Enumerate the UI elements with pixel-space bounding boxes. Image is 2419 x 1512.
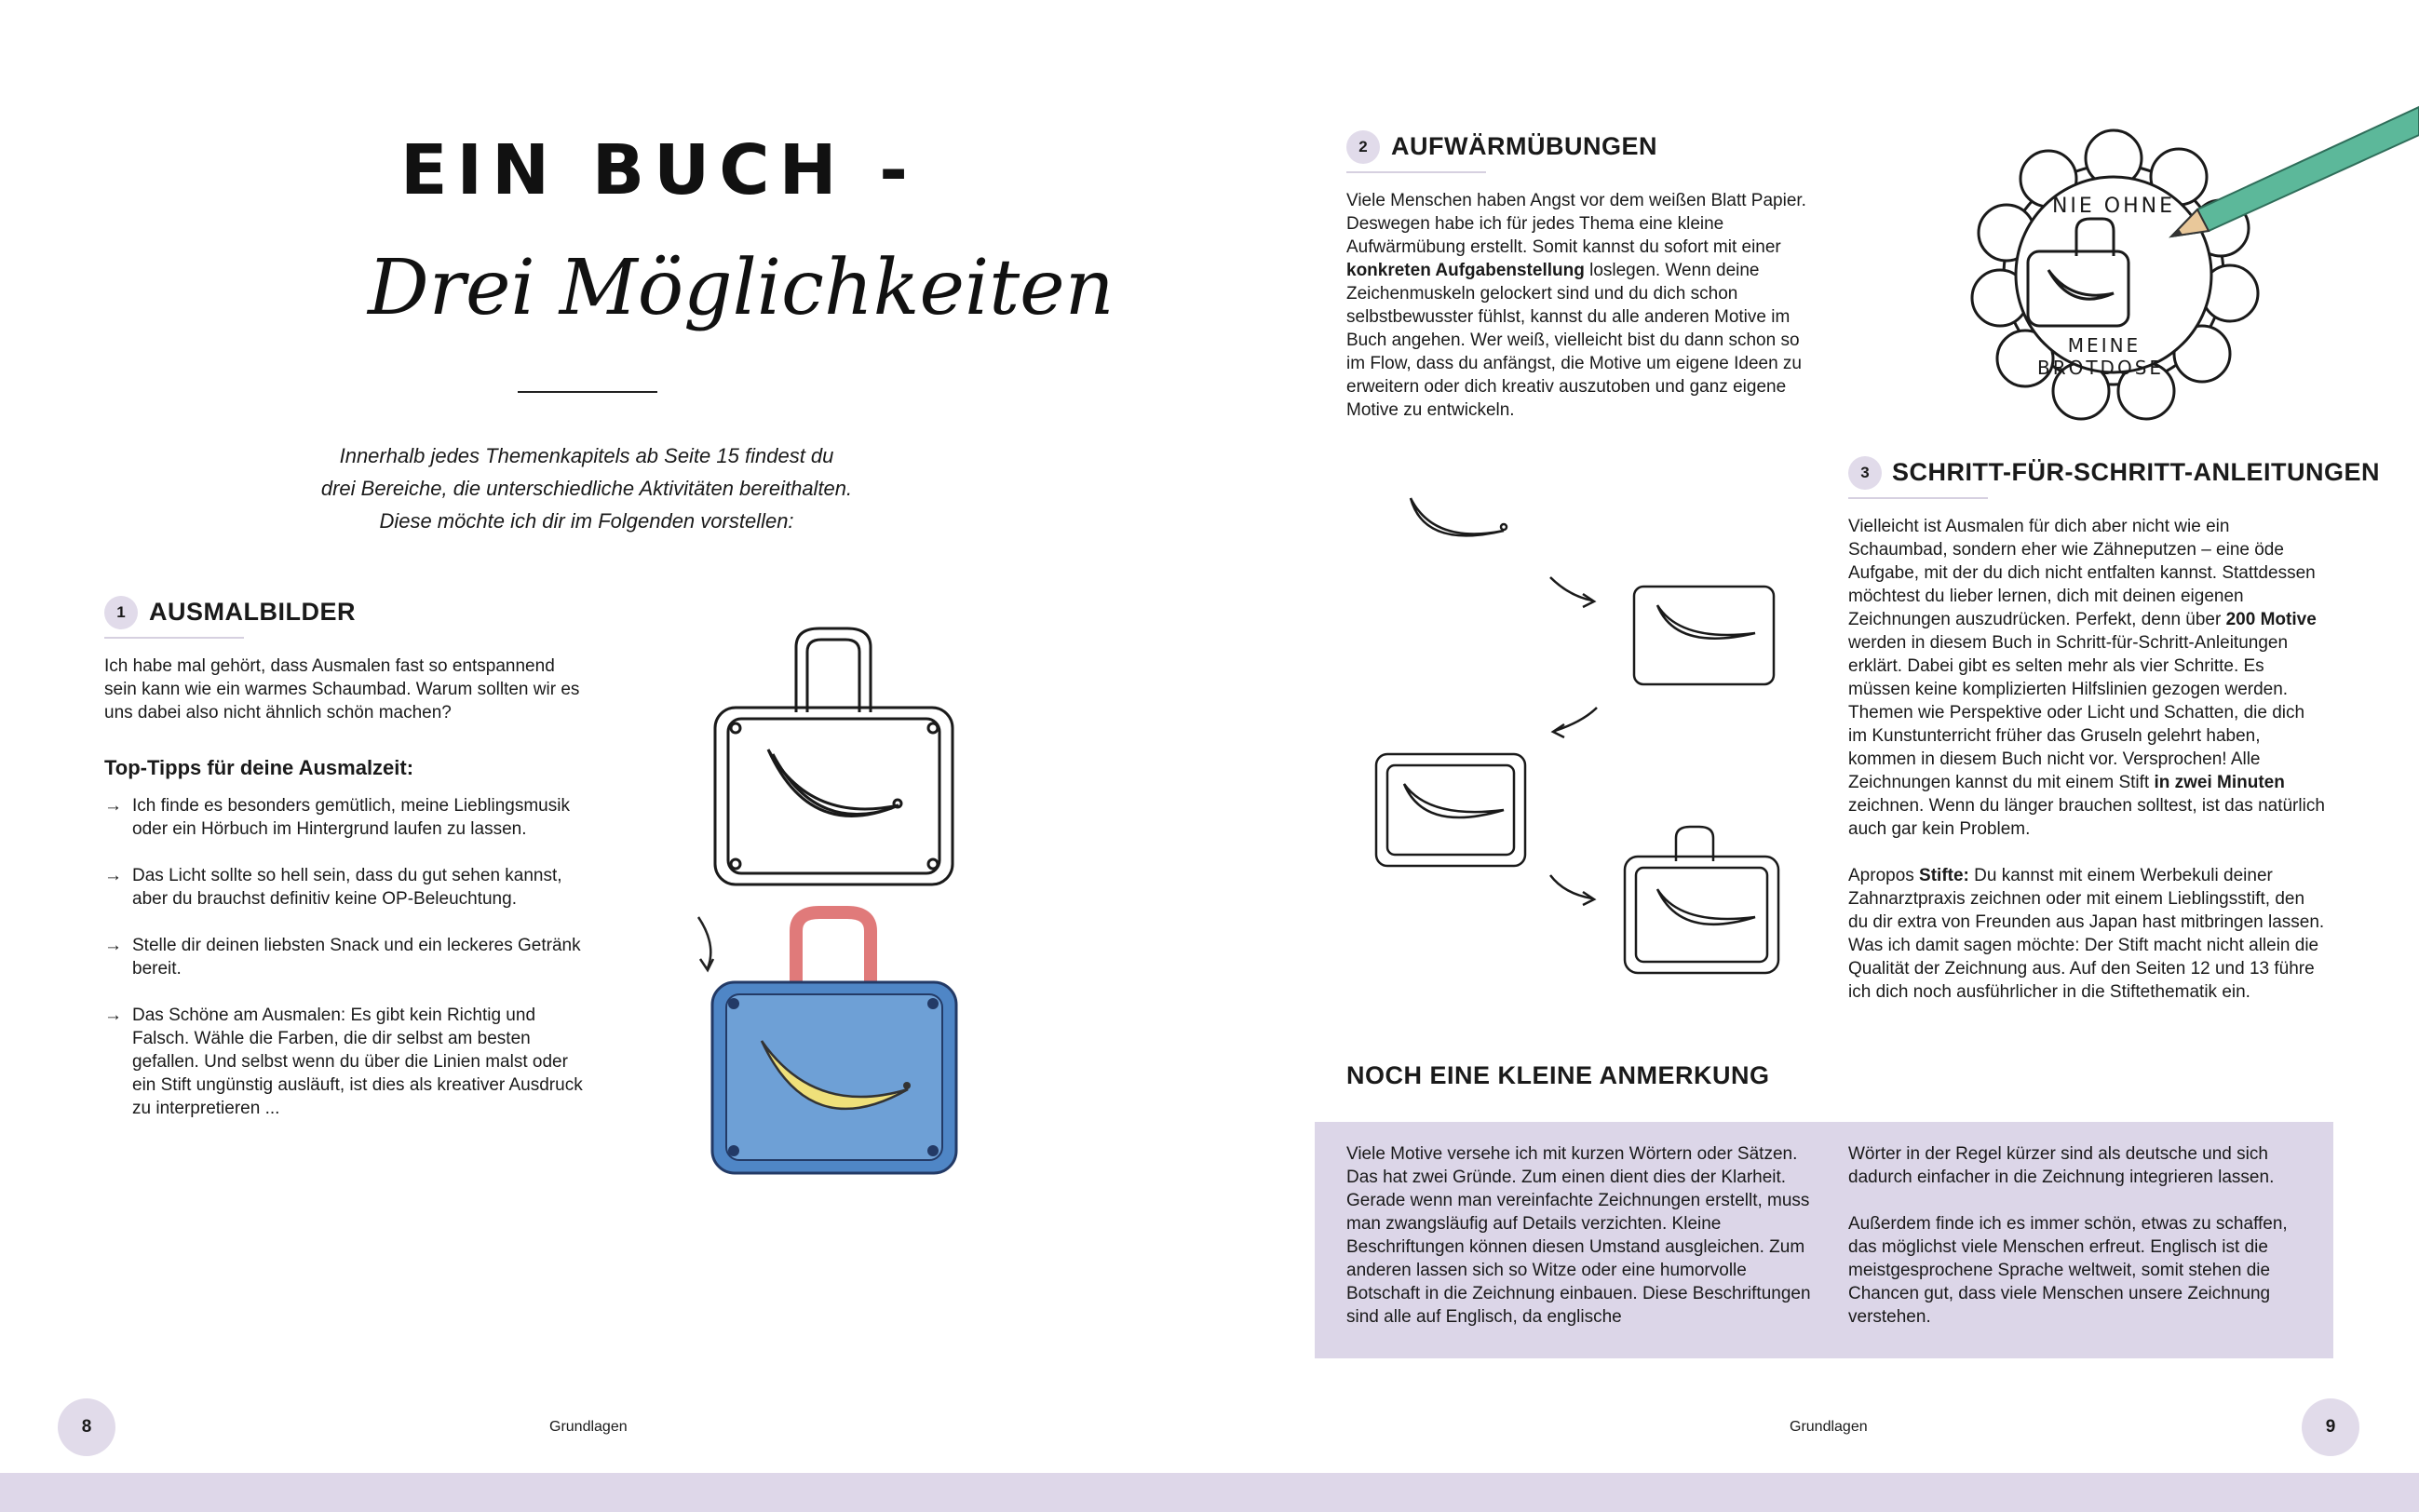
page-number-left: 8 xyxy=(58,1398,115,1456)
note-column-2: Wörter in der Regel kürzer sind als deutsche und sich dadurch einfacher in die Zeichnung integrieren lassen. Außerdem finde ich es immer schön, etwas zu schaffen, das möglichst viele Menschen erfreut. Englisch ist die meistgesprochene Sprache weltweit, somit stehen die Chancen gut, dass viele Menschen unsere Zeichnung verstehen. xyxy=(1848,1144,2288,1327)
section1-text: Ich habe mal gehört, dass Ausmalen fast so entspannend sein kann wie ein warmes Schaumbad. Warum sollten wir es uns dabei also nicht ähnlich schön machen? xyxy=(104,656,580,722)
arrow-icon: → xyxy=(104,796,122,816)
tips-heading: Top-Tipps für deine Ausmalzeit: xyxy=(104,756,414,779)
illustration-label-top: NIE OHNE xyxy=(2051,195,2176,218)
list-item: → Das Schöne am Ausmalen: Es gibt kein Richtig und Falsch. Wähle die Farben, die dir selbst am besten gefallen. Und selbst wenn du über die Linien malst oder ein Stift ungünstig ausläuft, ist dies als kreativer Ausdruck zu interpretieren ... xyxy=(104,1006,583,1118)
lunchbox-colored-drawing xyxy=(712,912,956,1173)
spread-title: EIN BUCH - xyxy=(400,130,917,210)
note-box xyxy=(1315,1122,2333,1358)
bottom-band xyxy=(0,1473,2419,1512)
intro-text: Innerhalb jedes Themenkapitels ab Seite 15 findest du drei Bereiche, die unterschiedliche Aktivitäten bereithalten. Diese möchte ich dir im Folgenden vorstellen: xyxy=(320,444,853,533)
section-underline xyxy=(1848,497,1988,499)
step-1-banana xyxy=(1411,498,1504,535)
step-2-box xyxy=(1634,587,1774,684)
pencil-icon xyxy=(2171,107,2419,236)
arrow-icon: → xyxy=(104,936,122,955)
note-heading: NOCH EINE KLEINE ANMERKUNG xyxy=(1346,1061,1770,1089)
section-number-badge: 2 xyxy=(1346,130,1380,164)
title-divider xyxy=(518,391,657,393)
tips-list xyxy=(104,794,584,1143)
spread-subtitle-script: Drei Möglichkeiten xyxy=(368,244,1115,332)
section-heading-ausmalbilder: AUSMALBILDER xyxy=(149,598,356,626)
section-underline xyxy=(104,637,244,639)
section-heading-aufwaermuebungen: AUFWÄRMÜBUNGEN xyxy=(1391,132,1657,160)
arrow-icon: → xyxy=(104,866,122,885)
arrow-icon: → xyxy=(104,1006,122,1025)
section-number-badge: 1 xyxy=(104,596,138,629)
section2-text: Viele Menschen haben Angst vor dem weißen Blatt Papier. Deswegen habe ich für jedes Thema eine kleine Aufwärmübung erstellt. Somit kannst du sofort mit einer konkreten Aufgabenstellung loslegen. Wenn deine Zeichenmuskeln gelockert sind und du dich schon selbstbewusster fühlst, kannst du alle anderen Motive im Buch angehen. Wer weiß, vielleicht bist du dann schon so im Flow, dass du anfängst, die Motive um eigene Ideen zu erweitern oder dich kreativ auszutoben und ganz eigene Motive zu entwickeln. xyxy=(1346,191,1806,420)
page-number-right: 9 xyxy=(2302,1398,2359,1456)
note-column-1: Viele Motive versehe ich mit kurzen Wörtern oder Sätzen. Das hat zwei Gründe. Zum einen dient dies der Klarheit. Gerade wenn man vereinfachte Zeichnungen erstellt, muss man zwangsläufig auf Details verzichten. Kleine Beschriftungen können diesen Umstand ausgleichen. Zum anderen lassen sich so Witze oder eine humorvolle Botschaft in die Zeichnung einbauen. Diese Beschriftungen sind alle auf Englisch, da englische xyxy=(1346,1144,1811,1327)
footer-label-left: Grundlagen xyxy=(549,1419,628,1435)
section3-text: Vielleicht ist Ausmalen für dich aber nicht wie ein Schaumbad, sondern eher wie Zähneputzen – eine öde Aufgabe, mit der du dich nicht entfalten kannst. Stattdessen möchtest du lieber lernen, dich mit deinen eigenen Zeichnungen auszudrücken. Perfekt, denn über 200 Motive werden in diesem Buch in Schritt-für-Schritt-Anleitungen erklärt. Dabei gibt es selten mehr als vier Schritte. Es müssen keine komplizierten Hilfslinien gezogen werden. Themen wie Perspektive oder Licht und Schatten, die dich im Kunstunterricht früher das Gruseln gelehrt haben, kommen in diesem Buch nicht vor. Versprochen! Alle Zeichnungen kannst du mit einem Stift in zwei Minuten zeichnen. Wenn du länger brauchen solltest, ist das natürlich auch gar kein Problem. Apropos Stifte: Du kannst mit einem Werbekuli deiner Zahnarztpraxis zeichnen oder mit einem Lieblingsstift, den du dir extra von Freunden aus Japan hast mitbringen lassen. Was ich damit sagen möchte: Der Stift macht nicht allein die Qualität der Zeichnung aus. Auf den Seiten 12 und 13 führe ich dich noch ausführlicher in die Stiftethematik ein. xyxy=(1848,517,2325,1002)
list-item: → Ich finde es besonders gemütlich, meine Lieblingsmusik oder ein Hörbuch im Hintergrund laufen zu lassen. xyxy=(104,796,570,839)
section-underline xyxy=(1346,171,1486,173)
illustration-label-bottom: BROTDOSE xyxy=(2036,357,2165,379)
section-number-badge: 3 xyxy=(1848,456,1882,490)
section-heading-schritt-fuer-schritt: SCHRITT-FÜR-SCHRITT-ANLEITUNGEN xyxy=(1892,458,2380,486)
step-by-step-drawings xyxy=(1359,484,1806,1006)
flower-lunchbox-illustration xyxy=(1927,102,2419,438)
lunchbox-outline-drawing xyxy=(715,628,953,884)
list-item: → Stelle dir deinen liebsten Snack und ein leckeres Getränk bereit. xyxy=(104,936,581,979)
footer-label-right: Grundlagen xyxy=(1790,1419,1868,1435)
lunchbox-illustrations xyxy=(680,614,987,1210)
illustration-label-bottom: MEINE xyxy=(2067,334,2142,357)
list-item: → Das Licht sollte so hell sein, dass du gut sehen kannst, aber du brauchst definitiv keine OP-Beleuchtung. xyxy=(104,866,562,909)
